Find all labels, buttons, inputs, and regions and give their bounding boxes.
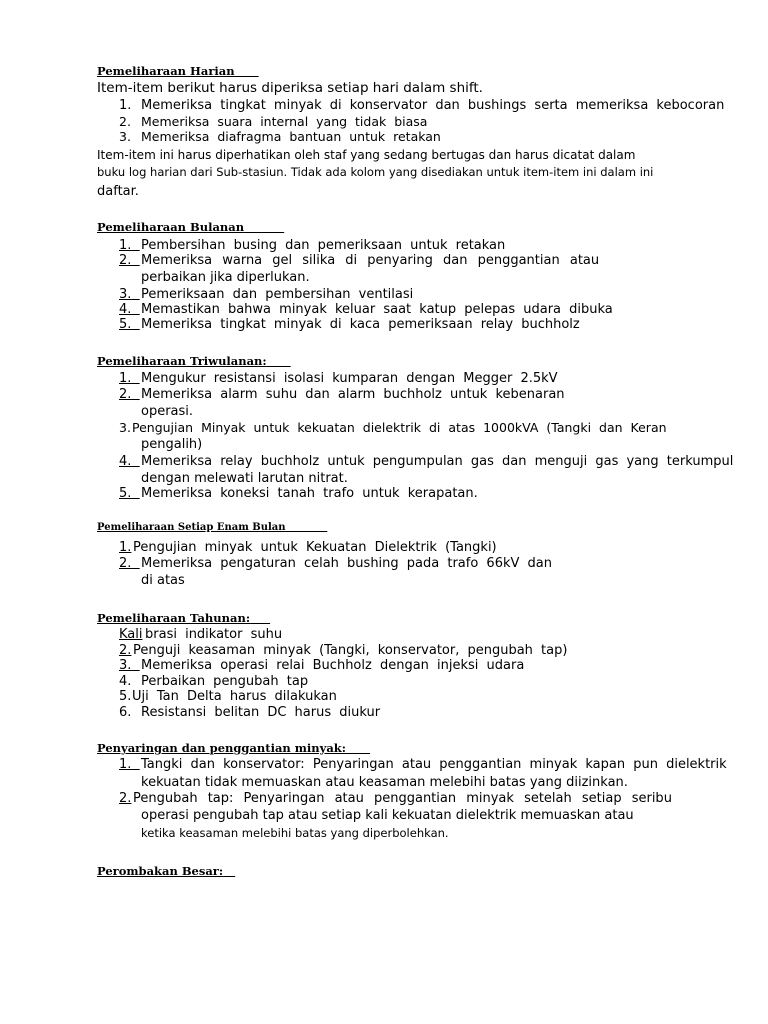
enam-bulan-item-1: Pengujian minyak untuk Kekuatan Dielektrik (Tangki) (133, 540, 497, 555)
triwulanan-item-3-cont: pengalih) (141, 437, 203, 452)
enam-bulan-item-1-number: 1. (119, 540, 132, 555)
bulanan-item-4: Memastikan bahwa minyak keluar saat katup pelepas udara dibuka (141, 302, 613, 317)
penyaringan-item-2-number: 2. (119, 791, 132, 806)
section-title-perombakan: Perombakan Besar: (97, 864, 224, 878)
enam-bulan-item-2: Memeriksa pengaturan celah bushing pada trafo 66kV dan (141, 556, 552, 571)
penyaringan-item-2: Pengubah tap: Penyaringan atau penggantian minyak setelah setiap seribu (133, 791, 672, 806)
penyaringan-item-1-number: 1. (119, 757, 132, 772)
section-title-enam-bulan: Pemeliharaan Setiap Enam Bulan (97, 522, 286, 533)
section-title-triwulanan: Pemeliharaan Triwulanan: (97, 354, 267, 368)
section-title-tahunan: Pemeliharaan Tahunan: (97, 611, 251, 625)
penyaringan-item-1: Tangki dan konservator: Penyaringan atau penggantian minyak kapan pun dielektrik (141, 757, 727, 772)
triwulanan-item-3-number: 3. (119, 420, 131, 435)
harian-item-3-number: 3. (119, 129, 131, 144)
tahunan-item-1-prefix: Kali (119, 627, 143, 642)
tahunan-item-5-number: 5. (119, 689, 132, 704)
triwulanan-item-4: Memeriksa relay buchholz untuk pengumpulan gas dan menguji gas yang terkumpul (141, 454, 734, 469)
enam-bulan-item-2-number: 2. (119, 556, 132, 571)
tahunan-item-6-number: 6. (119, 705, 132, 720)
bulanan-item-1-number: 1. (119, 238, 132, 253)
harian-intro: Item-item berikut harus diperiksa setiap hari dalam shift. (97, 80, 483, 96)
harian-item-1: Memeriksa tingkat minyak di konservator dan bushings serta memeriksa kebocoran (141, 98, 725, 113)
tahunan-item-3: Memeriksa operasi relai Buchholz dengan injeksi udara (141, 658, 525, 673)
triwulanan-item-5-number: 5. (119, 486, 132, 501)
penyaringan-item-2-cont: operasi pengubah tap atau setiap kali kekuatan dielektrik memuaskan atau (141, 808, 634, 823)
bulanan-item-5: Memeriksa tingkat minyak di kaca pemeriksaan relay buchholz (141, 317, 580, 332)
tahunan-item-2-number: 2. (119, 643, 132, 658)
triwulanan-item-4-number: 4. (119, 454, 132, 469)
bulanan-item-5-number: 5. (119, 317, 132, 332)
tahunan-item-3-number: 3. (119, 658, 132, 673)
triwulanan-item-4-cont: dengan melewati larutan nitrat. (141, 471, 348, 486)
triwulanan-item-1-number: 1. (119, 371, 132, 386)
tahunan-item-4-number: 4. (119, 674, 132, 689)
bulanan-item-2: Memeriksa warna gel silika di penyaring dan penggantian atau (141, 253, 600, 268)
bulanan-item-3-number: 3. (119, 287, 132, 302)
bulanan-item-3: Pemeriksaan dan pembersihan ventilasi (141, 287, 414, 302)
bulanan-item-4-number: 4. (119, 302, 132, 317)
penyaringan-item-1-cont: kekuatan tidak memuaskan atau keasaman melebihi batas yang diizinkan. (141, 775, 628, 790)
harian-item-3: Memeriksa diafragma bantuan untuk retakan (141, 129, 441, 144)
harian-item-2: Memeriksa suara internal yang tidak biasa (141, 114, 428, 129)
triwulanan-item-1: Mengukur resistansi isolasi kumparan dengan Megger 2.5kV (141, 371, 558, 386)
triwulanan-item-2-number: 2. (119, 387, 132, 402)
tahunan-item-1: brasi indikator suhu (145, 627, 283, 642)
tahunan-item-6: Resistansi belitan DC harus diukur (141, 705, 381, 720)
harian-note-line-2: buku log harian dari Sub-stasiun. Tidak ada kolom yang disediakan untuk item-item ini dalam ini (97, 165, 654, 179)
section-title-harian: Pemeliharaan Harian (97, 64, 235, 78)
bulanan-item-1: Pembersihan busing dan pemeriksaan untuk retakan (141, 238, 506, 253)
bulanan-item-2-cont: perbaikan jika diperlukan. (141, 270, 310, 285)
triwulanan-item-5: Memeriksa koneksi tanah trafo untuk kerapatan. (141, 486, 478, 501)
tahunan-item-2: Penguji keasaman minyak (Tangki, konservator, pengubah tap) (133, 643, 568, 658)
triwulanan-item-3: Pengujian Minyak untuk kekuatan dielektrik di atas 1000kVA (Tangki dan Keran (132, 420, 667, 435)
harian-note-line-3: daftar. (97, 184, 139, 199)
triwulanan-item-2-cont: operasi. (141, 404, 194, 419)
penyaringan-item-2-cont2: ketika keasaman melebihi batas yang diperbolehkan. (141, 826, 449, 840)
triwulanan-item-2: Memeriksa alarm suhu dan alarm buchholz untuk kebenaran (141, 387, 565, 402)
harian-item-1-number: 1. (119, 98, 132, 113)
harian-note-line-1: Item-item ini harus diperhatikan oleh staf yang sedang bertugas dan harus dicatat dalam (97, 148, 636, 162)
tahunan-item-4: Perbaikan pengubah tap (141, 674, 309, 689)
enam-bulan-item-2-cont: di atas (141, 573, 185, 588)
section-title-bulanan: Pemeliharaan Bulanan (97, 220, 245, 234)
harian-item-2-number: 2. (119, 114, 131, 129)
section-title-penyaringan: Penyaringan dan penggantian minyak: (97, 741, 347, 755)
tahunan-item-5: Uji Tan Delta harus dilakukan (132, 689, 337, 704)
bulanan-item-2-number: 2. (119, 253, 132, 268)
